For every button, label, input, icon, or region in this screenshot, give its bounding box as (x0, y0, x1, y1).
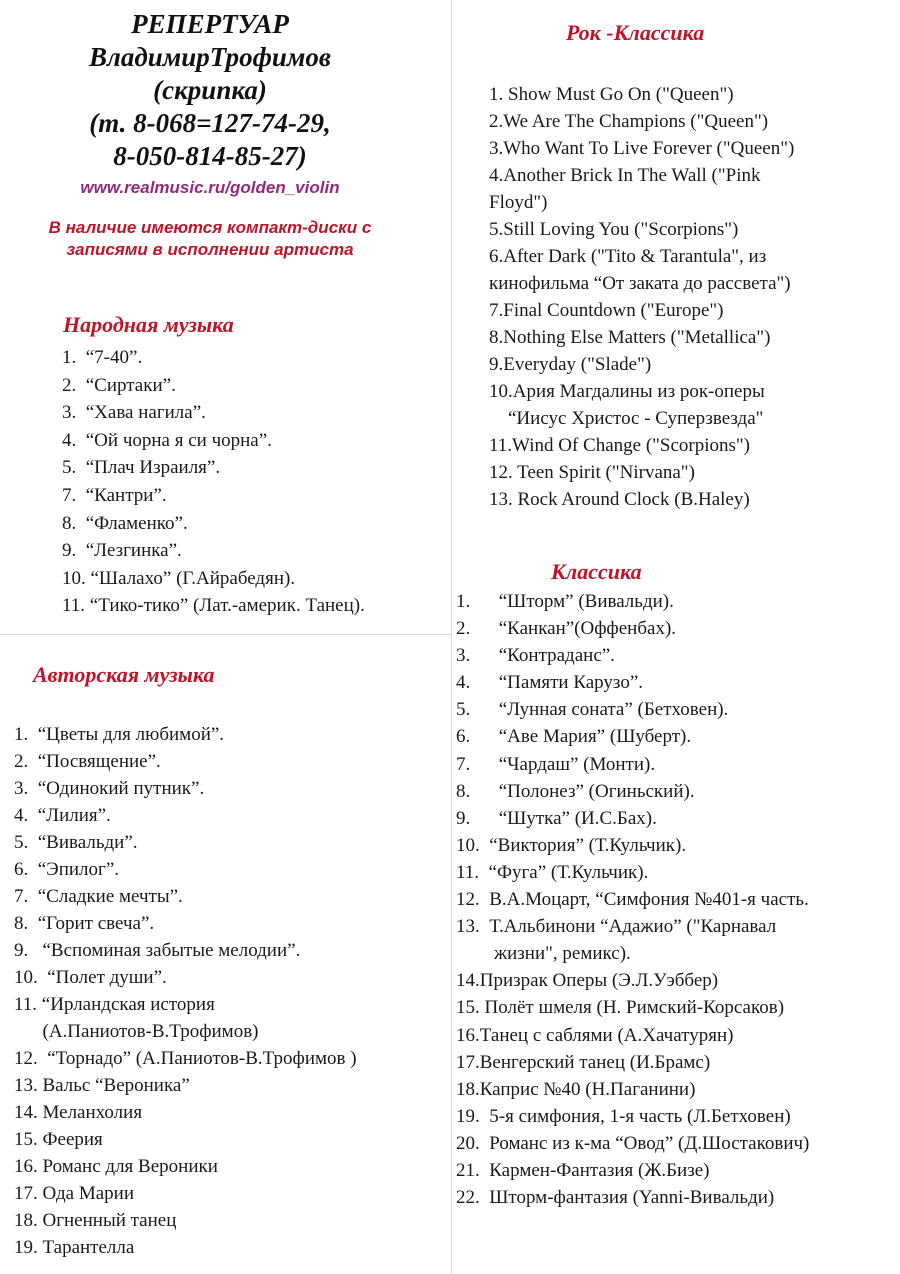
list-item-text: 2. “Сиртаки”. (62, 374, 176, 396)
list-item-text: 7. “Кантри”. (62, 484, 167, 506)
list-item-text: 20. Романс из к-ма “Овод” (Д.Шостакович) (456, 1132, 810, 1154)
list-item-text: 6. “Аве Мария” (Шуберт). (456, 726, 692, 748)
list-item-text: 13. Rock Around Clock (B.Haley) (489, 489, 750, 510)
list-item (62, 427, 365, 455)
list-item (456, 1076, 809, 1103)
list-item (456, 751, 809, 778)
list-item (14, 964, 357, 991)
list-item-text: 2. “Канкан”(Оффенбах). (456, 618, 677, 640)
list-item-text: 1. Show Must Go On ("Queen") (489, 84, 734, 105)
list-item-text: 17. Ода Марии (14, 1183, 134, 1204)
list-item-text: 22. Шторм-фантазия (Yanni-Вивальди) (456, 1187, 775, 1209)
list-item-text: 15. Феерия (14, 1129, 103, 1150)
list-item-text: 4. “Лилия”. (14, 805, 111, 826)
list-item (456, 1103, 809, 1130)
list-item (14, 1207, 357, 1234)
list-item (62, 372, 365, 400)
list-item-text: 5. “Лунная соната” (Бетховен). (456, 699, 729, 721)
list-item (14, 910, 357, 937)
list-item (489, 486, 794, 513)
list-item (456, 967, 809, 994)
classic-title: Классика (551, 559, 642, 584)
list-item-text: 5.Still Loving You ("Scorpions") (489, 219, 739, 240)
list-item-text: 18.Каприс №40 (Н.Паганини) (456, 1078, 696, 1100)
list-item (14, 1180, 357, 1207)
list-item (14, 991, 357, 1045)
instrument: (скрипка) (153, 75, 267, 105)
list-item (62, 454, 365, 482)
list-item-text: Floyd") (489, 192, 548, 213)
list-item (14, 1234, 357, 1261)
list-item (489, 135, 794, 162)
list-item-text: (А.Паниотов-В.Трофимов) (14, 1021, 259, 1042)
list-item (456, 913, 809, 967)
header (0, 8, 420, 261)
cd-notice: В наличие имеются компакт-диски с записями в исполнении артиста (48, 218, 372, 259)
classic-list (456, 588, 809, 1211)
list-item-text: 19. 5-я симфония, 1-я часть (Л.Бетховен) (456, 1105, 791, 1127)
list-item-text: 2. “Посвящение”. (14, 751, 161, 772)
list-item (62, 565, 365, 593)
list-item (14, 829, 357, 856)
list-item (489, 243, 794, 297)
list-item-text: “Иисус Христос - Суперзвезда" (489, 408, 764, 429)
list-item (489, 459, 794, 486)
list-item (14, 1099, 357, 1126)
list-item-text: 12. Teen Spirit ("Nirvana") (489, 462, 695, 483)
list-item (14, 1126, 357, 1153)
list-item-text: 5. “Плач Израиля”. (62, 457, 221, 479)
list-item (14, 721, 357, 748)
list-item (14, 1045, 357, 1072)
list-item (456, 1184, 809, 1211)
list-item-text: 1. “Шторм” (Вивальди). (456, 591, 674, 612)
list-item (489, 81, 794, 108)
list-item (456, 859, 809, 886)
list-item-text: 19. Тарантелла (14, 1237, 135, 1258)
list-item-text: 8.Nothing Else Matters ("Metallica") (489, 327, 771, 348)
list-item (489, 324, 794, 351)
rock-list (489, 81, 794, 513)
list-item (456, 1130, 809, 1157)
list-item-text: 8. “Полонез” (Огиньский). (456, 780, 695, 802)
list-item (456, 1157, 809, 1184)
list-item-text: 11. “Тико-тико” (Лат.-америк. Танец). (62, 595, 365, 617)
list-item-text: 11.Wind Of Change ("Scorpions") (489, 435, 750, 456)
list-item-text: 10. “Полет души”. (14, 967, 167, 988)
list-item-text: 7.Final Countdown ("Europe") (489, 300, 724, 321)
list-item (456, 832, 809, 859)
list-item-text: 16. Романс для Вероники (14, 1156, 218, 1177)
list-item (489, 351, 794, 378)
list-item (489, 297, 794, 324)
list-item-text: 10. “Виктория” (Т.Кульчик). (456, 834, 687, 856)
list-item-text: 13. Т.Альбинони “Адажио” ("Карнавал (456, 916, 777, 938)
list-item (62, 482, 365, 510)
list-item-text: 13. Вальс “Вероника” (14, 1075, 190, 1096)
list-item (489, 432, 794, 459)
list-item-text: 9. “Вспоминая забытые мелодии”. (14, 940, 301, 961)
list-item-text: 15. Полёт шмеля (Н. Римский-Корсаков) (456, 997, 785, 1019)
artist-name: ВладимирТрофимов (88, 42, 331, 72)
list-item-text: 8. “Фламенко”. (62, 512, 188, 534)
list-item (456, 1022, 809, 1049)
column-divider (451, 0, 452, 1274)
list-item-text: 3. “Хава нагила”. (62, 402, 206, 424)
list-item (14, 748, 357, 775)
list-item (14, 802, 357, 829)
list-item-text: 9. “Шутка” (И.С.Бах). (456, 807, 657, 829)
list-item-text: 1. “Цветы для любимой”. (14, 724, 225, 745)
list-item-text: 5. “Вивальди”. (14, 832, 138, 853)
list-item (456, 615, 809, 642)
list-item (456, 886, 809, 913)
list-item-text: 12. В.А.Моцарт, “Симфония №401-я часть. (456, 889, 809, 911)
list-item-text: 9.Everyday ("Slade") (489, 354, 652, 375)
website-link[interactable]: www.realmusic.ru/golden_violin (80, 178, 340, 197)
list-item-text: 1. “7-40”. (62, 347, 143, 368)
list-item (489, 378, 794, 432)
list-item-text: 21. Кармен-Фантазия (Ж.Бизе) (456, 1159, 710, 1181)
author-title: Авторская музыка (33, 662, 215, 687)
page-title: РЕПЕРТУАР (131, 9, 289, 39)
list-item (62, 344, 365, 372)
list-item (62, 537, 365, 565)
list-item (456, 805, 809, 832)
folk-title: Народная музыка (63, 312, 234, 337)
list-item (489, 108, 794, 135)
list-item-text: 11. “Фуга” (Т.Кульчик). (456, 861, 649, 883)
list-item-text: 2.We Are The Champions ("Queen") (489, 111, 769, 132)
list-item (456, 1049, 809, 1076)
list-item-text: жизни", ремикс). (456, 943, 631, 965)
list-item-text: кинофильма “От заката до рассвета") (489, 273, 791, 294)
list-item (456, 994, 809, 1021)
folk-list (62, 344, 365, 620)
author-list (14, 721, 357, 1261)
phone-line-2: 8-050-814-85-27) (113, 141, 307, 171)
list-item-text: 9. “Лезгинка”. (62, 540, 182, 562)
list-item-text: 10.Ария Магдалины из рок-оперы (489, 381, 765, 402)
list-item (14, 937, 357, 964)
section-divider (0, 634, 451, 635)
list-item-text: 4. “Памяти Карузо”. (456, 672, 644, 694)
list-item-text: 10. “Шалахо” (Г.Айрабедян). (62, 567, 296, 589)
list-item (456, 778, 809, 805)
list-item-text: 17.Венгерский танец (И.Брамс) (456, 1051, 711, 1073)
list-item-text: 16.Танец с саблями (А.Хачатурян) (456, 1024, 734, 1046)
list-item (14, 1072, 357, 1099)
list-item-text: 8. “Горит свеча”. (14, 913, 155, 934)
list-item-text: 14. Меланхолия (14, 1102, 143, 1123)
phone-line-1: (т. 8-068=127-74-29, (89, 108, 331, 138)
list-item (489, 216, 794, 243)
list-item (62, 592, 365, 620)
list-item (456, 696, 809, 723)
list-item (456, 642, 809, 669)
list-item-text: 3. “Контраданс”. (456, 645, 615, 667)
list-item (14, 775, 357, 802)
list-item-text: 7. “Чардаш” (Монти). (456, 753, 656, 775)
list-item (14, 856, 357, 883)
list-item (14, 1153, 357, 1180)
list-item (456, 588, 809, 615)
list-item-text: 11. “Ирландская история (14, 994, 215, 1015)
list-item (489, 162, 794, 216)
list-item-text: 6.After Dark ("Tito & Tarantula", из (489, 246, 767, 267)
list-item-text: 3. “Одинокий путник”. (14, 778, 205, 799)
list-item (456, 669, 809, 696)
rock-title: Рок -Классика (566, 20, 705, 45)
list-item-text: 3.Who Want To Live Forever ("Queen") (489, 138, 795, 159)
list-item-text: 4. “Ой чорна я си чорна”. (62, 429, 272, 451)
list-item (62, 399, 365, 427)
list-item-text: 18. Огненный танец (14, 1210, 177, 1231)
list-item-text: 14.Призрак Оперы (Э.Л.Уэббер) (456, 970, 719, 992)
list-item-text: 4.Another Brick In The Wall ("Pink (489, 165, 761, 186)
list-item-text: 6. “Эпилог”. (14, 859, 120, 880)
list-item (14, 883, 357, 910)
list-item-text: 12. “Торнадо” (А.Паниотов-В.Трофимов ) (14, 1048, 357, 1069)
list-item (456, 723, 809, 750)
list-item (62, 510, 365, 538)
list-item-text: 7. “Сладкие мечты”. (14, 886, 183, 907)
